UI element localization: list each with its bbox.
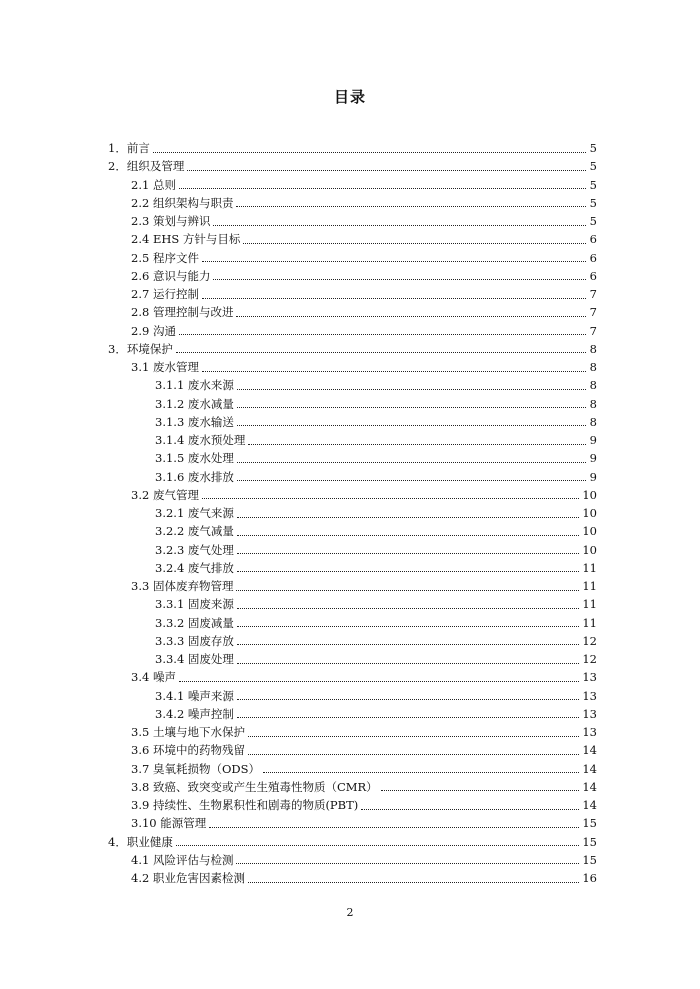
dot-leader bbox=[237, 517, 579, 518]
toc-entry-title: 2.1 总则 bbox=[131, 177, 176, 192]
dot-leader bbox=[202, 371, 586, 372]
dot-leader bbox=[237, 553, 579, 554]
toc-entry-page: 15 bbox=[582, 852, 597, 867]
toc-entry[interactable] bbox=[155, 559, 597, 577]
toc-entry-page: 16 bbox=[582, 871, 597, 885]
page-title: 目录 bbox=[333, 88, 366, 106]
toc-entry-title: 3.1.4 废水预处理 bbox=[155, 433, 246, 447]
dot-leader bbox=[179, 334, 586, 335]
toc-entry-title: 3.4.2 噪声控制 bbox=[155, 706, 234, 721]
toc-entry-page: 11 bbox=[582, 597, 597, 612]
toc-entry-page: 10 bbox=[582, 506, 597, 520]
toc-entry-title: 2.6 意识与能力 bbox=[131, 268, 211, 283]
toc-entry-page: 14 bbox=[582, 779, 597, 794]
toc-entry[interactable] bbox=[108, 139, 597, 157]
toc-entry[interactable] bbox=[155, 595, 597, 613]
toc-entry[interactable] bbox=[131, 851, 597, 869]
dot-leader bbox=[236, 206, 586, 207]
toc-entry-title: 4．职业健康 bbox=[108, 834, 173, 849]
toc-entry-title: 1．前言 bbox=[108, 141, 150, 155]
dot-leader bbox=[202, 261, 586, 262]
toc-entry-title: 2.5 程序文件 bbox=[131, 250, 199, 265]
toc-entry-title: 3.6 环境中的药物残留 bbox=[131, 743, 245, 758]
toc-entry[interactable] bbox=[155, 468, 597, 486]
toc-entry-page: 8 bbox=[589, 414, 597, 429]
toc-entry-title: 2.3 策划与辨识 bbox=[131, 214, 211, 228]
dot-leader bbox=[179, 681, 579, 682]
toc-entry-title: 3.2.4 废气排放 bbox=[155, 560, 234, 575]
toc-entry-title: 3.3.3 固废存放 bbox=[155, 633, 234, 648]
toc-entry-page: 15 bbox=[582, 816, 597, 831]
toc-entry-title: 3.2.1 废气来源 bbox=[155, 506, 234, 520]
toc-entry[interactable] bbox=[155, 376, 597, 394]
toc-entry-title: 3.5 土壤与地下水保护 bbox=[131, 725, 245, 739]
toc-entry-page: 13 bbox=[582, 706, 597, 721]
toc-entry-page: 14 bbox=[582, 743, 597, 758]
dot-leader bbox=[236, 316, 586, 317]
dot-leader bbox=[187, 170, 586, 171]
toc-entry[interactable] bbox=[131, 303, 597, 321]
toc-entry-title: 2.9 沟通 bbox=[131, 323, 176, 338]
dot-leader bbox=[237, 626, 579, 627]
toc-entry-title: 3.3.4 固废处理 bbox=[155, 652, 234, 666]
toc-entry[interactable] bbox=[131, 668, 597, 686]
toc-entry[interactable] bbox=[155, 504, 597, 522]
dot-leader bbox=[237, 571, 579, 572]
dot-leader bbox=[381, 790, 580, 791]
toc-entry-page: 5 bbox=[589, 195, 597, 210]
toc-entry[interactable] bbox=[108, 157, 597, 175]
toc-entry-title: 3.7 臭氧耗损物（ODS） bbox=[131, 761, 260, 776]
toc-entry[interactable] bbox=[131, 285, 597, 303]
toc-entry-title: 3.3.2 固废减量 bbox=[155, 615, 234, 630]
dot-leader bbox=[213, 279, 586, 280]
toc-entry[interactable] bbox=[131, 249, 597, 267]
toc-entry[interactable] bbox=[131, 267, 597, 285]
toc-entry[interactable] bbox=[131, 358, 597, 376]
toc-entry-page: 6 bbox=[589, 232, 597, 247]
dot-leader bbox=[361, 809, 579, 810]
dot-leader bbox=[237, 608, 579, 609]
toc-entry-title: 4.2 职业危害因素检测 bbox=[131, 871, 245, 885]
toc-entry-title: 3.2.3 废气处理 bbox=[155, 542, 234, 557]
toc-entry[interactable] bbox=[155, 705, 597, 723]
toc-entry-page: 11 bbox=[582, 579, 597, 593]
toc-entry[interactable] bbox=[131, 176, 597, 194]
toc-entry-page: 9 bbox=[589, 433, 597, 447]
toc-entry[interactable] bbox=[131, 760, 597, 778]
dot-leader bbox=[263, 772, 579, 773]
dot-leader bbox=[248, 882, 579, 883]
toc-entry[interactable] bbox=[131, 212, 597, 230]
toc-entry-title: 3.3 固体废弃物管理 bbox=[131, 579, 234, 593]
dot-leader bbox=[237, 699, 579, 700]
dot-leader bbox=[243, 243, 586, 244]
toc-entry-title: 2.7 运行控制 bbox=[131, 287, 199, 301]
dot-leader bbox=[237, 663, 579, 664]
dot-leader bbox=[237, 535, 579, 536]
dot-leader bbox=[176, 845, 580, 846]
toc-entry-page: 5 bbox=[589, 141, 597, 155]
toc-entry-page: 14 bbox=[582, 798, 597, 812]
dot-leader bbox=[237, 407, 586, 408]
toc-entry-page: 9 bbox=[589, 451, 597, 466]
toc-entry-page: 13 bbox=[582, 725, 597, 739]
toc-entry-title: 3.1.1 废水来源 bbox=[155, 378, 234, 393]
toc-entry[interactable] bbox=[155, 614, 597, 632]
toc-entry-page: 8 bbox=[589, 360, 597, 374]
toc-entry[interactable] bbox=[155, 449, 597, 467]
toc-entry-title: 3.1.6 废水排放 bbox=[155, 469, 234, 484]
toc-entry-page: 13 bbox=[582, 670, 597, 685]
toc-entry-title: 3.1.5 废水处理 bbox=[155, 451, 234, 466]
toc-entry-page: 15 bbox=[582, 834, 597, 849]
toc-entry[interactable] bbox=[108, 833, 597, 851]
toc-entry[interactable] bbox=[131, 741, 597, 759]
toc-entry[interactable] bbox=[155, 413, 597, 431]
dot-leader bbox=[237, 717, 579, 718]
dot-leader bbox=[202, 298, 586, 299]
toc-entry-title: 3.1.2 废水减量 bbox=[155, 396, 234, 411]
toc-entry-page: 14 bbox=[582, 761, 597, 776]
toc-entry-page: 10 bbox=[582, 524, 597, 539]
toc-entry[interactable] bbox=[131, 194, 597, 212]
toc-entry[interactable] bbox=[155, 431, 597, 449]
toc-entry[interactable] bbox=[131, 230, 597, 248]
toc-entry-page: 13 bbox=[582, 688, 597, 703]
toc-entry[interactable] bbox=[155, 687, 597, 705]
dot-leader bbox=[176, 352, 586, 353]
toc-entry[interactable] bbox=[131, 486, 597, 504]
toc-entry-page: 8 bbox=[589, 378, 597, 393]
toc-entry-title: 3.1.3 废水输送 bbox=[155, 414, 234, 429]
dot-leader bbox=[237, 480, 586, 481]
toc-entry[interactable] bbox=[131, 796, 597, 814]
dot-leader bbox=[237, 425, 586, 426]
toc-entry-title: 4.1 风险评估与检测 bbox=[131, 852, 234, 867]
dot-leader bbox=[237, 389, 586, 390]
toc-entry-page: 7 bbox=[589, 305, 597, 320]
toc-entry-title: 2.8 管理控制与改进 bbox=[131, 305, 234, 320]
toc-entry-page: 6 bbox=[589, 268, 597, 283]
toc-entry[interactable] bbox=[155, 650, 597, 668]
toc-entry-page: 6 bbox=[589, 250, 597, 265]
toc-entry-page: 11 bbox=[582, 560, 597, 575]
page-number: 2 bbox=[346, 906, 354, 919]
toc-entry-page: 8 bbox=[589, 341, 597, 356]
toc-entry-title: 2．组织及管理 bbox=[108, 159, 185, 174]
toc-entry[interactable] bbox=[155, 395, 597, 413]
toc-entry-page: 5 bbox=[589, 214, 597, 228]
toc-entry-page: 8 bbox=[589, 396, 597, 411]
toc-entry-page: 12 bbox=[582, 633, 597, 648]
toc-entry-page: 7 bbox=[589, 323, 597, 338]
toc-entry[interactable] bbox=[155, 541, 597, 559]
toc-entry-page: 9 bbox=[589, 469, 597, 484]
toc-entry-page: 5 bbox=[589, 159, 597, 174]
dot-leader bbox=[248, 444, 586, 445]
dot-leader bbox=[153, 152, 586, 153]
dot-leader bbox=[213, 225, 586, 226]
toc-entry-title: 3.3.1 固废来源 bbox=[155, 597, 234, 612]
toc-entry[interactable] bbox=[131, 778, 597, 796]
toc-entry-title: 2.2 组织架构与职责 bbox=[131, 195, 234, 210]
toc-entry-title: 3.8 致癌、致突变或产生生殖毒性物质（CMR） bbox=[131, 779, 378, 794]
toc-entry-page: 5 bbox=[589, 177, 597, 192]
toc-entry-page: 10 bbox=[582, 542, 597, 557]
toc-entry-title: 2.4 EHS 方针与目标 bbox=[131, 232, 241, 247]
toc-entry[interactable] bbox=[131, 577, 597, 595]
dot-leader bbox=[237, 462, 586, 463]
dot-leader bbox=[179, 188, 586, 189]
toc-entry-page: 7 bbox=[589, 287, 597, 301]
toc-entry-title: 3．环境保护 bbox=[108, 341, 173, 356]
toc-entry[interactable] bbox=[131, 723, 597, 741]
toc-entry-page: 12 bbox=[582, 652, 597, 666]
toc-entry[interactable] bbox=[131, 322, 597, 340]
dot-leader bbox=[236, 863, 579, 864]
toc-entry-title: 3.10 能源管理 bbox=[131, 816, 207, 831]
toc-entry-page: 10 bbox=[582, 487, 597, 502]
toc-entry-title: 3.2.2 废气减量 bbox=[155, 524, 234, 539]
dot-leader bbox=[236, 590, 579, 591]
dot-leader bbox=[248, 736, 579, 737]
toc-entry[interactable] bbox=[131, 814, 597, 832]
toc-entry-page: 11 bbox=[582, 615, 597, 630]
toc-entry-title: 3.4 噪声 bbox=[131, 670, 176, 685]
toc-entry-title: 3.9 持续性、生物累积性和剧毒的物质(PBT) bbox=[131, 798, 359, 812]
toc-entry[interactable] bbox=[131, 869, 597, 887]
toc-entry-title: 3.4.1 噪声来源 bbox=[155, 688, 234, 703]
toc-entry[interactable] bbox=[108, 340, 597, 358]
toc-entry[interactable] bbox=[155, 632, 597, 650]
toc-entry[interactable] bbox=[155, 522, 597, 540]
dot-leader bbox=[248, 754, 579, 755]
dot-leader bbox=[209, 827, 579, 828]
toc-entry-title: 3.1 废水管理 bbox=[131, 360, 199, 374]
toc-entry-title: 3.2 废气管理 bbox=[131, 487, 199, 502]
dot-leader bbox=[237, 644, 579, 645]
dot-leader bbox=[202, 498, 579, 499]
